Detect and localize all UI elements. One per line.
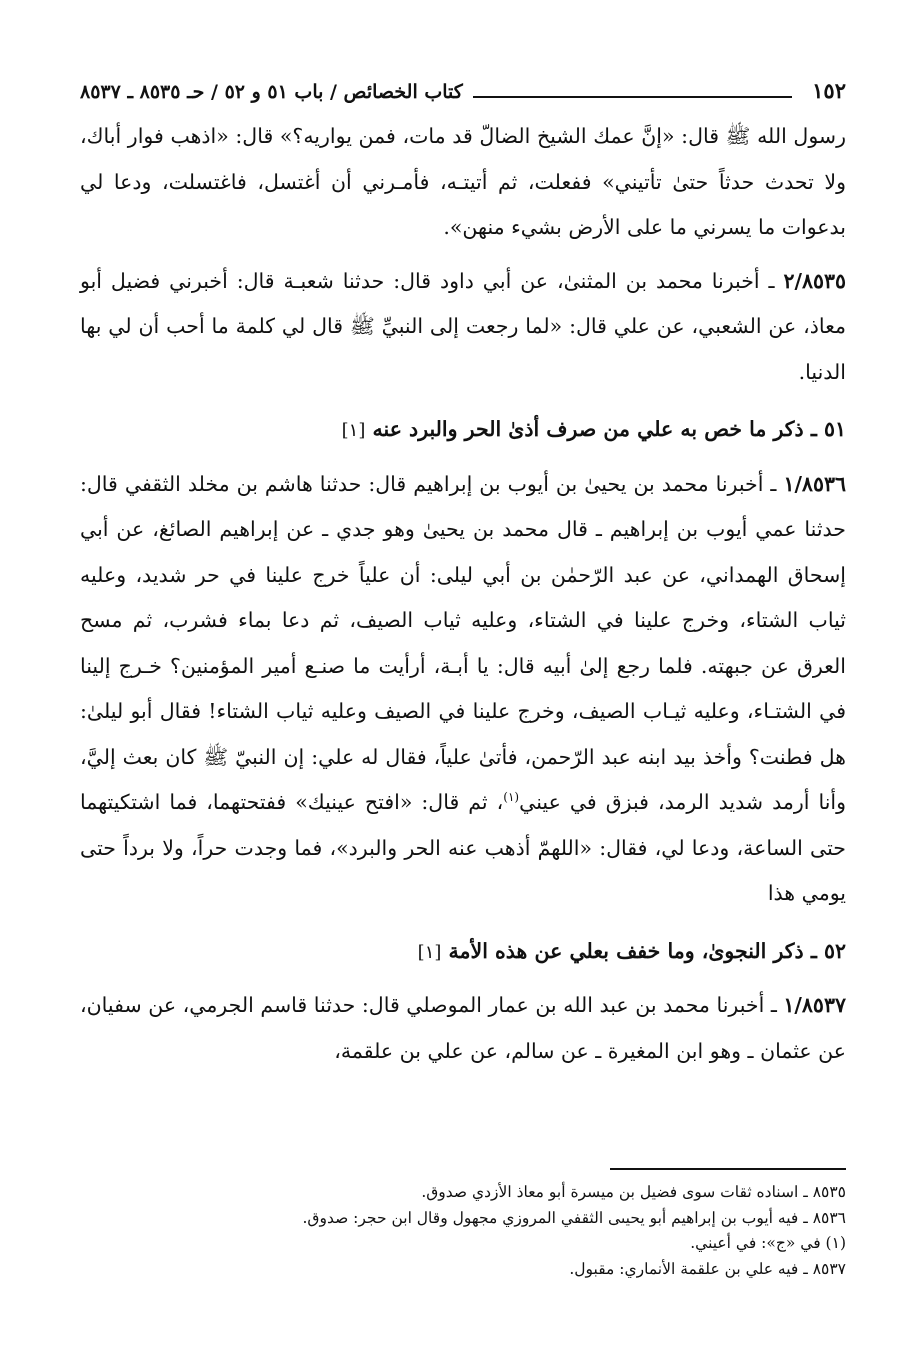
text-line: ـ أخبرنا محمد بن المثنىٰ، عن أبي داود قال: حدثنا شعبـة قال: <box>236 268 784 293</box>
text-line: فوار أباك، ولا تحدث حدثاً حتىٰ تأتيني» ففعلت، ثم أتيتـه، فأمـرني أن أغتسل، <box>80 124 846 194</box>
hadith-8536 <box>80 462 846 917</box>
text-line: وجدت حراً، ولا برداً حتى يومي هذا <box>80 835 846 905</box>
text-line: ، ثم قال: «افتح عينيك» ففتحتهما، فما <box>169 790 504 814</box>
text-line: فاغتسلت، ودعا لي بدعوات ما يسرني ما على الأرض بشيء منهن». <box>80 169 846 239</box>
chapter-heading-51 <box>80 407 846 454</box>
footnote-ref: (١) <box>503 790 520 805</box>
text-line: مخلد الثقفي قال: حدثنا عمي أيوب بن إبراهيم ـ قال محمد بن يحيىٰ وهو جدي ـ <box>80 471 846 541</box>
header-title: كتاب الخصائص / باب ٥١ و ٥٢ / حـ ٨٥٣٥ ـ ٨٥٣٧ <box>80 81 463 103</box>
text-line: علياً خرج علينا في حر شديد، وعليه ثياب الشتاء، وخرج علينا في الشتاء، وعليه <box>80 562 846 632</box>
chapter-heading-52 <box>80 929 846 976</box>
text-line: الصيف، وخرج علينا في الصيف وعليه ثياب الشتاء! فقال أبو ليلىٰ: هل فطنت؟ <box>80 699 846 769</box>
footnote-8536: ٨٥٣٦ ـ فيه أيوب بن إبراهيم أبو يحيىى الثقفي المروزي مجهول وقال ابن حجر: صدوق. <box>302 1208 846 1227</box>
header-rule <box>473 96 792 98</box>
text-line: عن إبراهيم الصائغ، عن أبي إسحاق الهمداني، عن عبد الرّحمٰن بن أبي ليلى: أن <box>80 517 846 587</box>
text-line: ـ أخبرنا محمد بن يحيىٰ بن أيوب بن إبراهيم قال: حدثنا هاشم بن <box>236 471 784 496</box>
text-line: لي كلمة ما أحب أن لي بها الدنيا. <box>80 314 846 384</box>
hadith-number: ٢/٨٥٣٥ <box>783 268 846 293</box>
heading-text: ٥١ ـ ذكر ما خص به علي من صرف أذىٰ الحر والبرد عنه <box>372 417 846 441</box>
page-number: ١٥٢ <box>812 78 846 103</box>
footnote-separator <box>610 1168 846 1170</box>
text-line: وأنا أرمد شديد الرمد، فبزق في عيني <box>519 790 846 814</box>
text-line: ـ أخبرنا محمد بن عبد الله بن عمار الموصلي قال: حدثنا قاسم <box>260 993 784 1017</box>
text-line: قال: يا أبـة، أرأيت ما صنـع أمير المؤمنين؟ خـرج إلينا في الشتـاء، وعليه ثيـاب <box>80 653 846 723</box>
hadith-number: ١/٨٥٣٦ <box>783 471 846 496</box>
footnote-8535: ٨٥٣٥ ـ اسناده ثقات سوى فضيل بن ميسرة أبو معاذ الأزدي صدوق. <box>421 1183 846 1201</box>
footnote-variant: (١) في «ج»: في أعيني. <box>690 1234 846 1252</box>
footnotes <box>80 1180 846 1282</box>
hadith-number: ١/٨٥٣٧ <box>783 993 846 1017</box>
text-line: أخبرني فضيل أبو معاذ، عن الشعبي، عن علي قال: «لما رجعت إلى النبيِّ ﷺ قال <box>80 268 846 338</box>
text-line: الجرمي، عن سفيان، عن عثمان ـ وهو ابن المغيرة ـ عن سالم، عن علي بن علقمة، <box>80 993 846 1063</box>
footnote-8537: ٨٥٣٧ ـ فيه علي بن علقمة الأنماري: مقبول. <box>569 1259 846 1278</box>
text-line: رسول الله ﷺ قال: «إنَّ عمك الشيخ الضالّ قد مات، فمن يواريه؟» قال: «اذهب <box>170 124 846 148</box>
heading-text: ٥٢ ـ ذكر النجوىٰ، وما خفف بعلي عن هذه الأمة <box>448 938 846 963</box>
heading-marker: [١] <box>341 420 366 441</box>
text-line: اشتكيتهما حتى الساعة، ودعا لي، فقال: «اللهمّ أذهب عنه الحر والبرد»، فما <box>80 790 846 860</box>
main-text <box>80 114 846 1074</box>
text-line: ثياب الصيف، ثم دعا بماء فشرب، ثم مسح العرق عن جبهته. فلما رجع إلىٰ أبيه <box>80 608 846 678</box>
heading-marker: [١] <box>417 941 442 963</box>
page <box>80 78 846 1074</box>
text-line: وأخذ بيد ابنه عبد الرّحمن، فأتىٰ علياً، فقال له علي: إن النبيّ ﷺ كان بعث إليَّ، <box>80 744 742 769</box>
paragraph-continuation <box>80 114 846 251</box>
hadith-8535 <box>80 259 846 396</box>
running-header <box>80 78 846 114</box>
hadith-8537 <box>80 983 846 1074</box>
